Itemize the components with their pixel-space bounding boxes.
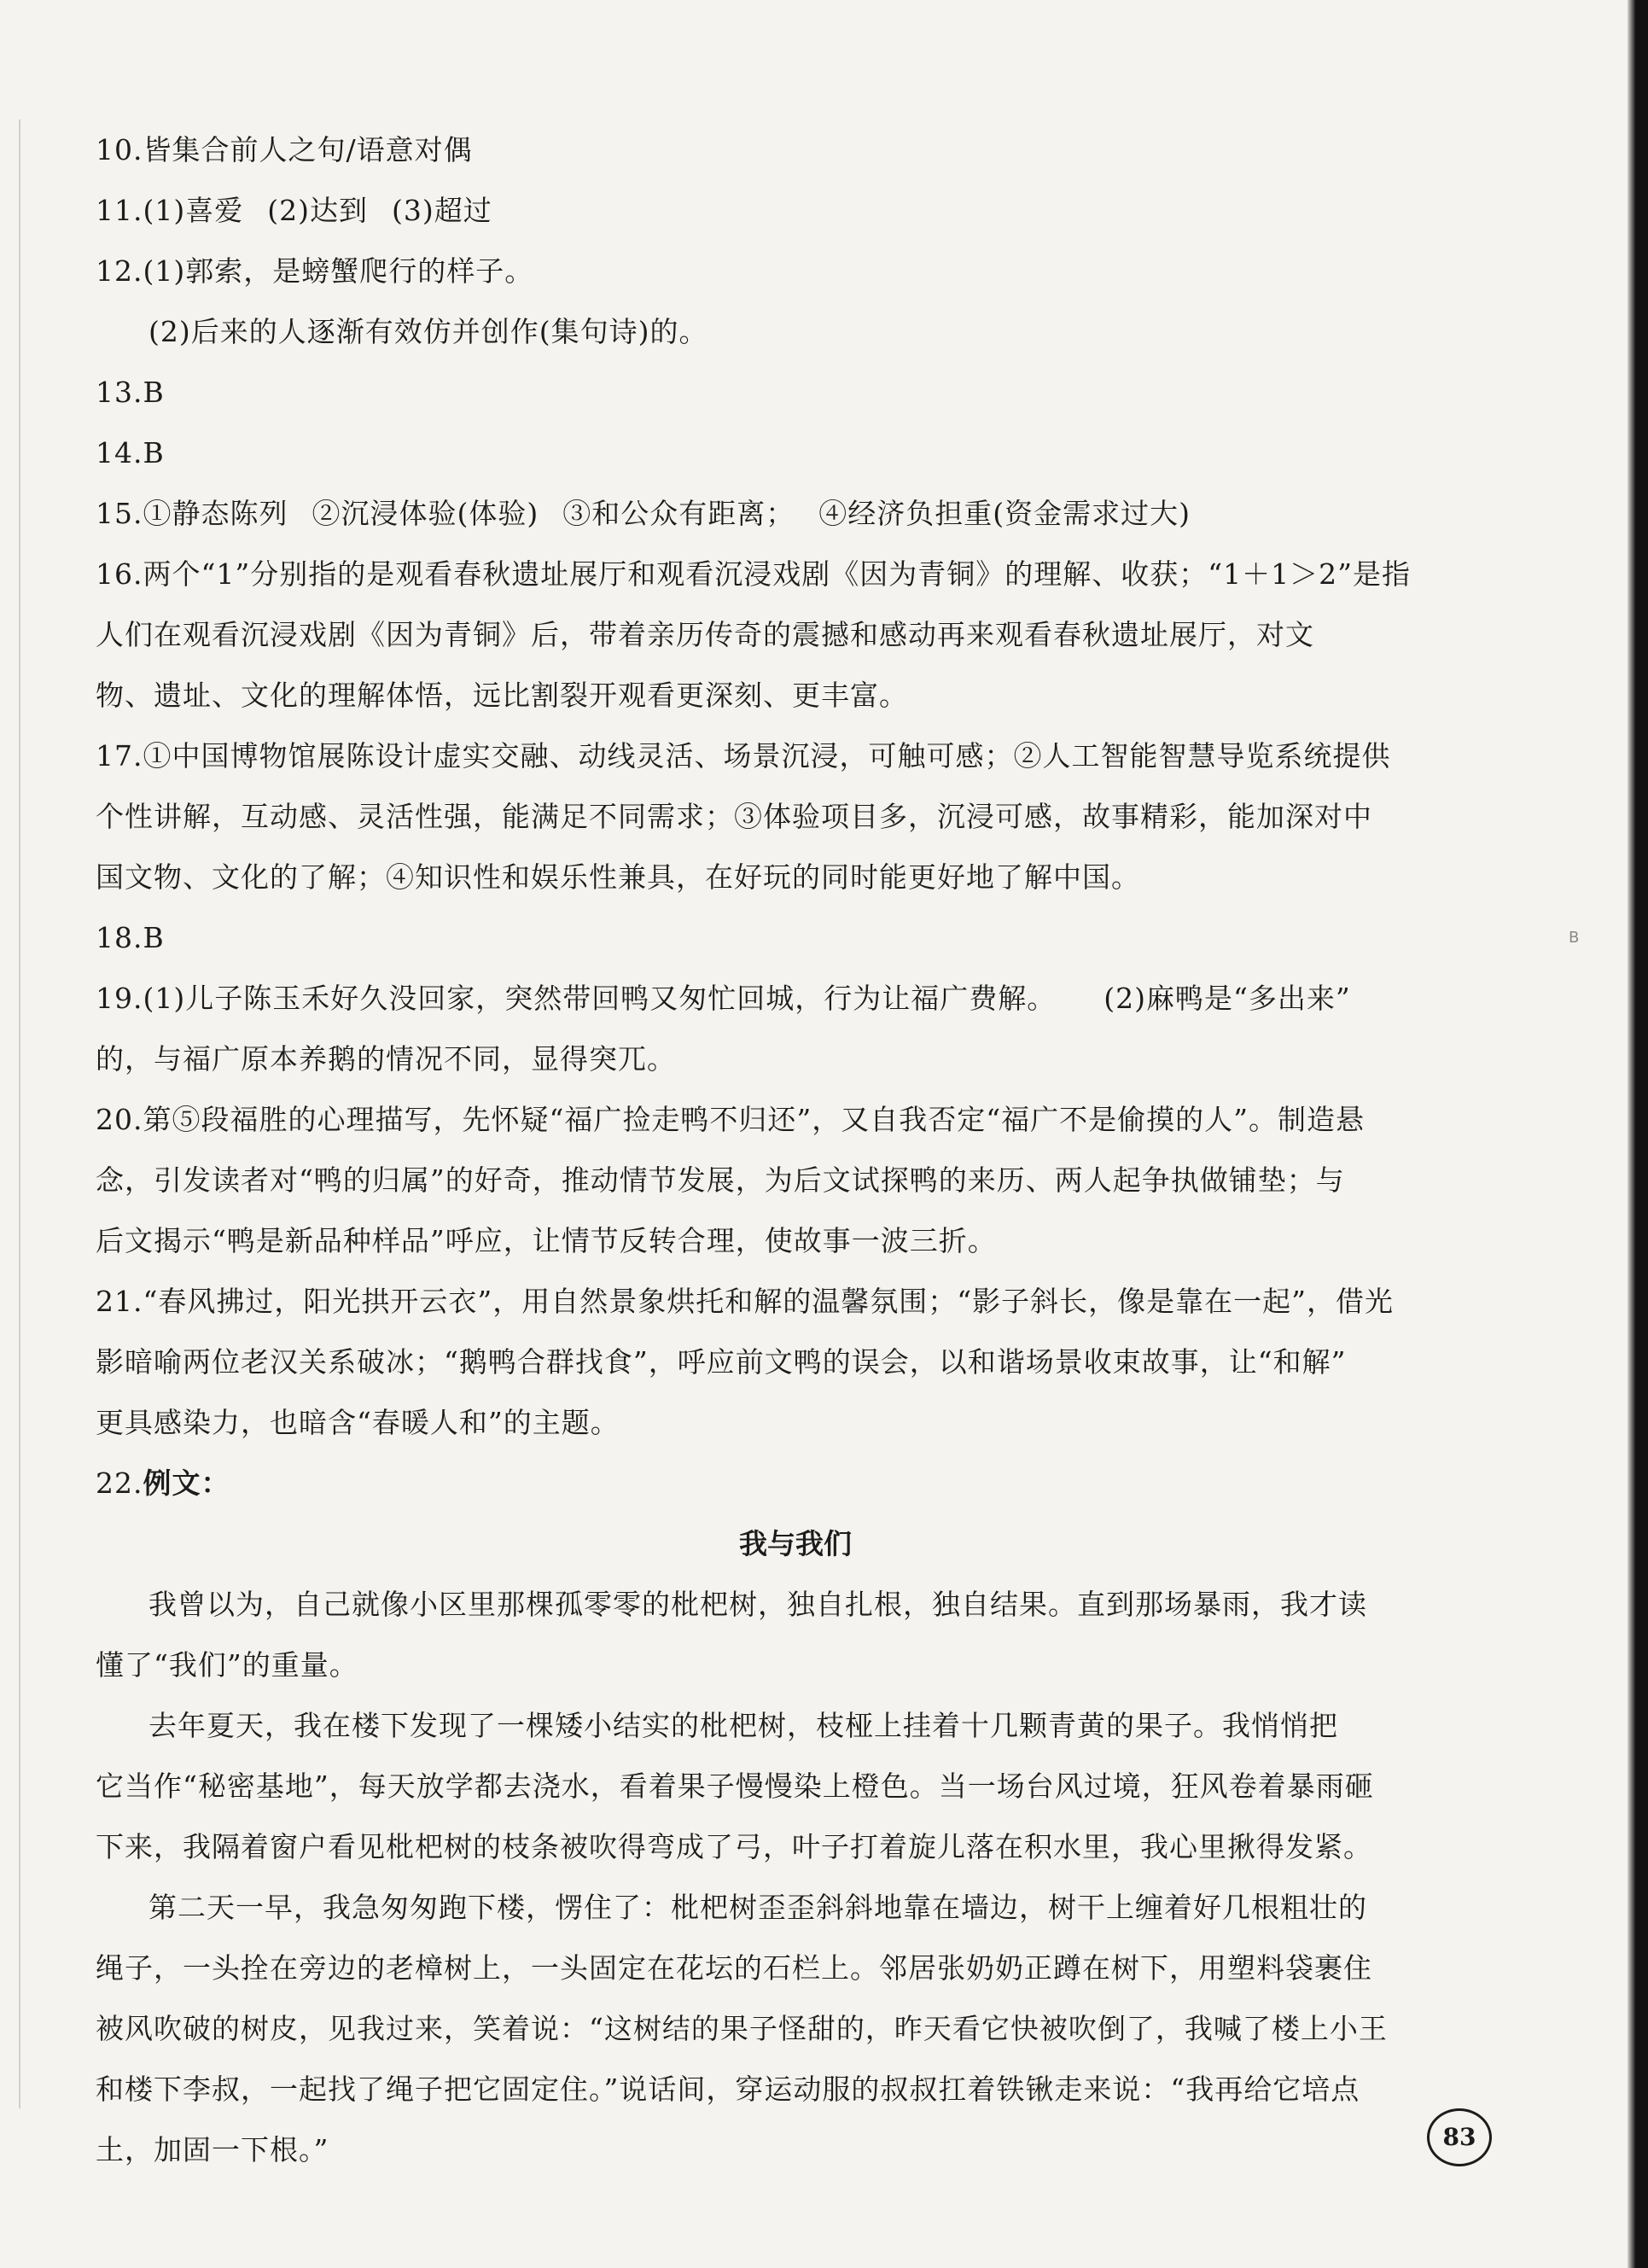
answer-16-line-3: 物、遗址、文化的理解体悟，远比割裂开观看更深刻、更丰富。: [96, 679, 908, 712]
answer-15-part-4: ④经济负担重(资金需求过大): [818, 497, 1191, 530]
essay-paragraph-1-line-2: 懂了“我们”的重量。: [96, 1648, 358, 1682]
binding-margin-line: [19, 120, 20, 2108]
answer-17-line-1: 17.①中国博物馆展陈设计虚实交融、动线灵活、场景沉浸，可触可感；②人工智能智慧导览系统提供: [96, 739, 1391, 773]
answer-11: [96, 180, 1495, 241]
answer-16-line-2: 人们在观看沉浸戏剧《因为青铜》后，带着亲历传奇的震撼和感动再来观看春秋遗址展厅，对文: [96, 618, 1314, 651]
answer-11-part-1: (1)喜爱: [143, 194, 244, 227]
answer-17-line-2: 个性讲解，互动感、灵活性强，能满足不同需求；③体验项目多，沉浸可感，故事精彩，能加深对中: [96, 800, 1372, 833]
answer-19-part-1: 19.(1)儿子陈玉禾好久没回家，突然带回鸭又匆忙回城，行为让福广费解。: [96, 982, 1057, 1015]
answer-22: [96, 1453, 1495, 1513]
answer-12-line-1: 12.(1)郭索，是螃蟹爬行的样子。: [96, 254, 534, 288]
scan-mark: B: [1569, 929, 1580, 947]
answer-19-line-1: [96, 968, 1495, 1029]
answer-18: 18.B: [96, 921, 165, 954]
answer-key-content: [96, 120, 1495, 2180]
answer-21-line-2: 影暗喻两位老汉关系破冰；“鹅鸭合群找食”，呼应前文鸭的误会，以和谐场景收束故事，让“和解”: [96, 1345, 1347, 1379]
answer-11-part-3: (3)超过: [391, 194, 492, 227]
answer-11-part-2: (2)达到: [267, 194, 368, 227]
answer-20-line-2: 念，引发读者对“鸭的归属”的好奇，推动情节发展，为后文试探鸭的来历、两人起争执做铺垫；与: [96, 1163, 1345, 1197]
answer-21-line-3: 更具感染力，也暗含“春暖人和”的主题。: [96, 1406, 620, 1439]
essay-paragraph-3-line-4: 和楼下李叔，一起找了绳子把它固定住。”说话间，穿运动服的叔叔扛着铁锹走来说：“我再给它培点: [96, 2073, 1360, 2106]
answer-14: 14.B: [96, 436, 165, 469]
essay-paragraph-3-line-2: 绳子，一头拴在旁边的老樟树上，一头固定在花坛的石栏上。邻居张奶奶正蹲在树下，用塑料袋裹住: [96, 1951, 1372, 1985]
answer-19-part-2: (2)麻鸭是“多出来”: [1104, 982, 1351, 1015]
answer-11-number: 11.: [96, 194, 143, 227]
example-essay-label: 例文：: [143, 1466, 230, 1500]
essay-paragraph-3-line-1: 第二天一早，我急匆匆跑下楼，愣住了：枇杷树歪歪斜斜地靠在墙边，树干上缠着好几根粗壮的: [148, 1891, 1367, 1924]
answer-16-line-1: 16.两个“1”分别指的是观看春秋遗址展厅和观看沉浸戏剧《因为青铜》的理解、收获；“1＋1＞2”是指: [96, 557, 1411, 591]
answer-20-line-3: 后文揭示“鸭是新品种样品”呼应，让情节反转合理，使故事一波三折。: [96, 1224, 997, 1257]
answer-15-part-1: ①静态陈列: [143, 497, 288, 530]
essay-paragraph-1-line-1: 我曾以为，自己就像小区里那棵孤零零的枇杷树，独自扎根，独自结果。直到那场暴雨，我才读: [148, 1588, 1367, 1621]
answer-19-line-2: 的，与福广原本养鹅的情况不同，显得突兀。: [96, 1042, 676, 1076]
answer-15-number: 15.: [96, 497, 143, 530]
answer-15-part-3: ③和公众有距离；: [562, 497, 795, 530]
answer-15: [96, 483, 1495, 544]
answer-20-line-1: 20.第⑤段福胜的心理描写，先怀疑“福广捡走鸭不归还”，又自我否定“福广不是偷摸的人”。制造悬: [96, 1103, 1365, 1136]
answer-22-number: 22.: [96, 1466, 143, 1500]
essay-paragraph-2-line-2: 它当作“秘密基地”，每天放学都去浇水，看着果子慢慢染上橙色。当一场台风过境，狂风卷着暴雨砸: [96, 1770, 1374, 1803]
page-number: 83: [1427, 2108, 1492, 2166]
answer-21-line-1: 21.“春风拂过，阳光拱开云衣”，用自然景象烘托和解的温馨氛围；“影子斜长，像是靠在一起”，借光: [96, 1285, 1394, 1318]
essay-paragraph-3-line-5: 土，加固一下根。”: [96, 2133, 329, 2166]
essay-paragraph-2-line-1: 去年夏天，我在楼下发现了一棵矮小结实的枇杷树，枝桠上挂着十几颗青黄的果子。我悄悄把: [148, 1709, 1338, 1742]
scan-edge-shadow: [1628, 0, 1648, 2268]
essay-title: 我与我们: [739, 1527, 852, 1560]
answer-15-part-2: ②沉浸体验(体验): [312, 497, 539, 530]
answer-17-line-3: 国文物、文化的了解；④知识性和娱乐性兼具，在好玩的同时能更好地了解中国。: [96, 860, 1140, 894]
essay-paragraph-2-line-3: 下来，我隔着窗户看见枇杷树的枝条被吹得弯成了弓，叶子打着旋儿落在积水里，我心里揪得发紧。: [96, 1830, 1372, 1863]
answer-13: 13.B: [96, 376, 165, 409]
answer-12-line-2: (2)后来的人逐渐有效仿并创作(集句诗)的。: [148, 315, 708, 348]
answer-10: 10.皆集合前人之句/语意对偶: [96, 133, 473, 166]
essay-paragraph-3-line-3: 被风吹破的树皮，见我过来，笑着说：“这树结的果子怪甜的，昨天看它快被吹倒了，我喊了楼上小王: [96, 2012, 1388, 2045]
